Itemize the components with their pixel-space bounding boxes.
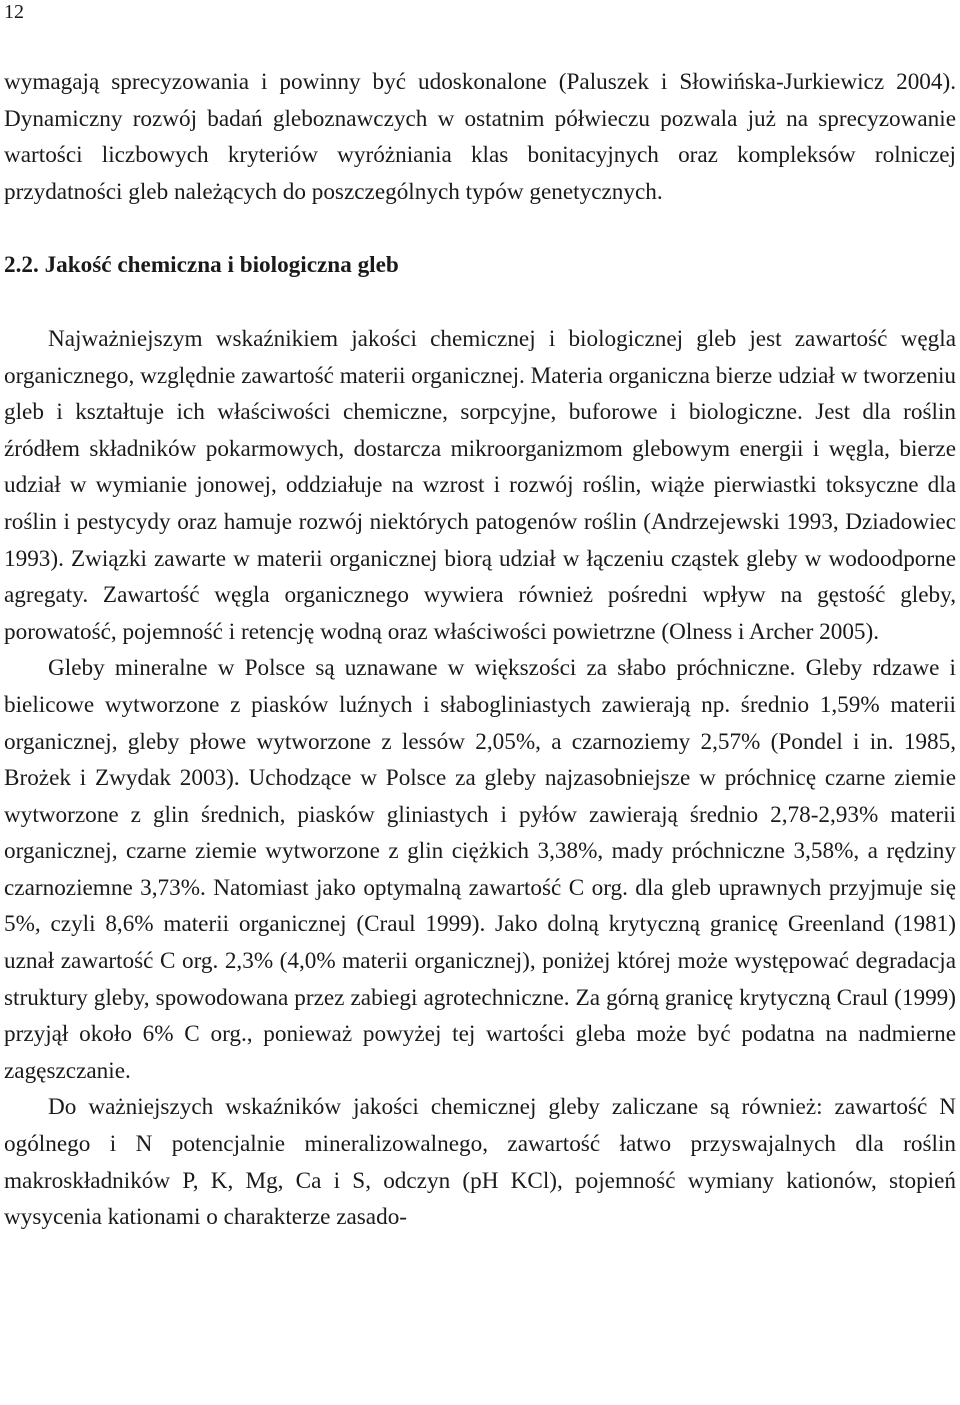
intro-paragraph: wymagają sprecyzowania i powinny być udoskonalone (Paluszek i Słowińska-Jurkiewicz 2004). Dynamiczny rozwój badań gleboznawczych w ostatnim półwieczu pozwala już na sprecyzowanie wartości liczbowych kryteriów wyróżniania klas bonitacyjnych oraz kompleksów rolniczej przydatności gleb należących do poszczególnych typów genetycznych. xyxy=(4,69,956,205)
page-number: 12 xyxy=(4,1,24,23)
paragraph-chemical-indicators: Do ważniejszych wskaźników jakości chemicznej gleby zaliczane są również: zawartość N ogólnego i N potencjalnie mineralizowalnego, zawartość łatwo przyswajalnych dla roślin makroskładników P, K, Mg, Ca i S, odczyn (pH KCl), pojemność wymiany kationów, stopień wysycenia kationami o charakterze zasado- xyxy=(4,1094,956,1231)
section-heading: 2.2. Jakość chemiczna i biologiczna gleb xyxy=(4,252,399,279)
paragraph-mineral-soils: Gleby mineralne w Polsce są uznawane w większości za słabo próchniczne. Gleby rdzawe i bielicowe wytworzone z piasków luźnych i słabogliniastych zawierają np. średnio 1,59% materii organicznej, gleby płowe wytworzone z lessów 2,05%, a czarnoziemy 2,57% (Pondel i in. 1985, Brożek i Zwydak 2003). Uchodzące w Polsce za gleby najzasobniejsze w próchnicę czarne ziemie wytworzone z glin średnich, piasków gliniastych i pyłów zawierają średnio 2,78-2,93% materii organicznej, czarne ziemie wytworzone z glin ciężkich 3,38%, mady próchniczne 3,58%, a rędziny czarnoziemne 3,73%. Natomiast jako optymalną zawartość C org. dla gleb uprawnych przyjmuje się 5%, czyli 8,6% materii organicznej (Craul 1999). Jako dolną krytyczną granicę Greenland (1981) uznał zawartość C org. 2,3% (4,0% materii organicznej), poniżej której może występować degradacja struktury gleby, spowodowana przez zabiegi agrotechniczne. Za górną granicę krytyczną Craul (1999) przyjął około 6% C org., ponieważ powyżej tej wartości gleba może być podatna na nadmierne zagęszczanie. xyxy=(4,655,956,1084)
document-body xyxy=(4,64,956,1236)
paragraph-organic-matter: Najważniejszym wskaźnikiem jakości chemicznej i biologicznej gleb jest zawartość węgla organicznego, względnie zawartość materii organicznej. Materia organiczna bierze udział w tworzeniu gleb i kształtuje ich właściwości chemiczne, sorpcyjne, buforowe i biologiczne. Jest dla roślin źródłem składników pokarmowych, dostarcza mikroorganizmom glebowym energii i węgla, bierze udział w wymianie jonowej, oddziałuje na wzrost i rozwój roślin, wiąże pierwiastki toksyczne dla roślin i pestycydy oraz hamuje rozwój niektórych patogenów roślin (Andrzejewski 1993, Dziadowiec 1993). Związki zawarte w materii organicznej biorą udział w łączeniu cząstek gleby w wodoodporne agregaty. Zawartość węgla organicznego wywiera również pośredni wpływ na gęstość gleby, porowatość, pojemność i retencję wodną oraz właściwości powietrzne (Olness i Archer 2005). xyxy=(4,325,956,645)
